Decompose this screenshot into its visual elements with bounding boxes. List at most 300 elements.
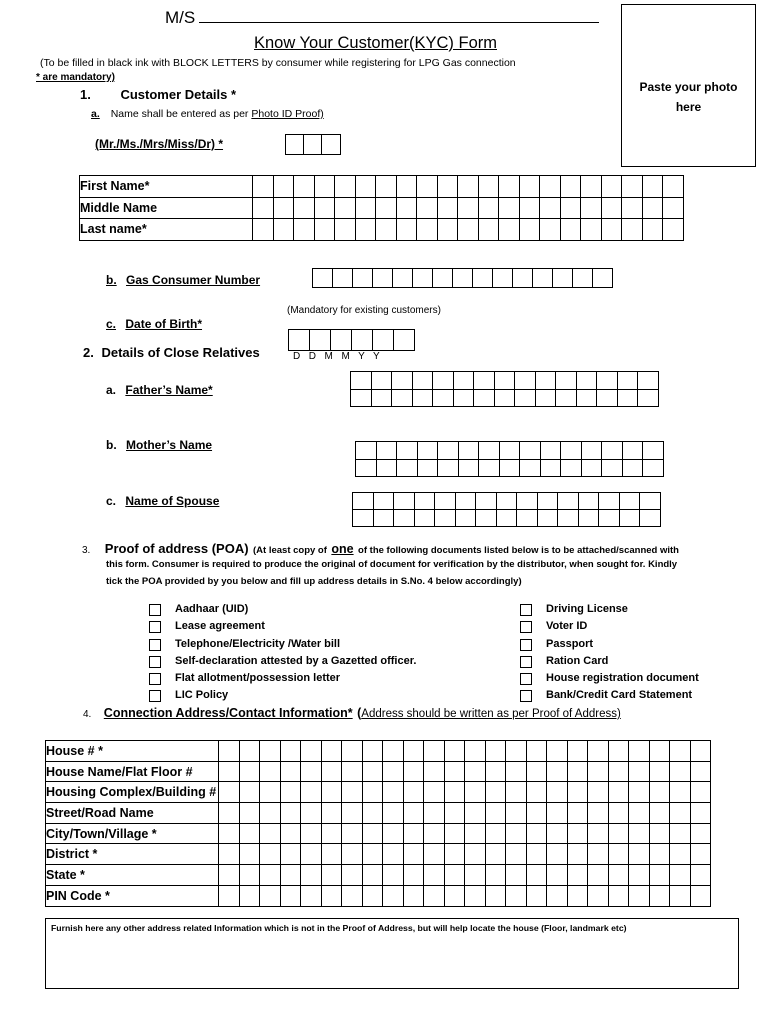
address-char-cell[interactable] xyxy=(588,803,609,824)
gas-number-cell[interactable] xyxy=(533,269,553,288)
address-char-cell[interactable] xyxy=(239,761,260,782)
poa-checkbox[interactable] xyxy=(149,673,161,685)
address-char-cell[interactable] xyxy=(321,782,342,803)
address-char-cell[interactable] xyxy=(321,761,342,782)
mother-name-cell[interactable] xyxy=(540,459,561,477)
mother-name-cell[interactable] xyxy=(622,442,643,460)
mother-name-cell[interactable] xyxy=(417,459,438,477)
address-char-cell[interactable] xyxy=(567,865,588,886)
name-char-cell[interactable] xyxy=(601,219,622,241)
father-name-cell[interactable] xyxy=(556,389,577,407)
address-char-cell[interactable] xyxy=(444,823,465,844)
name-char-cell[interactable] xyxy=(458,197,479,219)
name-char-cell[interactable] xyxy=(294,197,315,219)
name-char-cell[interactable] xyxy=(335,197,356,219)
poa-checkbox[interactable] xyxy=(149,604,161,616)
address-char-cell[interactable] xyxy=(280,782,301,803)
address-char-cell[interactable] xyxy=(485,865,506,886)
address-char-cell[interactable] xyxy=(280,761,301,782)
address-char-cell[interactable] xyxy=(444,803,465,824)
address-char-cell[interactable] xyxy=(362,741,383,762)
address-char-cell[interactable] xyxy=(260,741,281,762)
father-name-cell[interactable] xyxy=(515,389,536,407)
name-char-cell[interactable] xyxy=(335,219,356,241)
address-char-cell[interactable] xyxy=(567,844,588,865)
name-char-cell[interactable] xyxy=(294,176,315,198)
name-char-cell[interactable] xyxy=(314,219,335,241)
address-char-cell[interactable] xyxy=(485,761,506,782)
mother-name-cell[interactable] xyxy=(438,459,459,477)
salutation-cell[interactable] xyxy=(286,135,304,155)
address-char-cell[interactable] xyxy=(424,844,445,865)
spouse-name-cell[interactable] xyxy=(414,510,435,527)
address-char-cell[interactable] xyxy=(321,823,342,844)
address-char-cell[interactable] xyxy=(670,803,691,824)
address-char-cell[interactable] xyxy=(280,741,301,762)
address-char-cell[interactable] xyxy=(342,761,363,782)
father-name-cell[interactable] xyxy=(371,372,392,390)
address-char-cell[interactable] xyxy=(403,741,424,762)
name-char-cell[interactable] xyxy=(642,219,663,241)
address-char-cell[interactable] xyxy=(547,865,568,886)
gas-number-cell[interactable] xyxy=(573,269,593,288)
address-char-cell[interactable] xyxy=(260,885,281,906)
address-char-cell[interactable] xyxy=(383,844,404,865)
name-char-cell[interactable] xyxy=(581,219,602,241)
address-char-cell[interactable] xyxy=(629,782,650,803)
address-char-cell[interactable] xyxy=(649,823,670,844)
address-char-cell[interactable] xyxy=(321,741,342,762)
address-char-cell[interactable] xyxy=(608,741,629,762)
address-char-cell[interactable] xyxy=(547,885,568,906)
address-char-cell[interactable] xyxy=(547,761,568,782)
father-name-cell[interactable] xyxy=(453,389,474,407)
mother-name-cell[interactable] xyxy=(417,442,438,460)
spouse-name-cell[interactable] xyxy=(619,510,640,527)
address-char-cell[interactable] xyxy=(526,823,547,844)
gas-number-cell[interactable] xyxy=(453,269,473,288)
address-char-cell[interactable] xyxy=(567,823,588,844)
address-char-cell[interactable] xyxy=(403,865,424,886)
address-char-cell[interactable] xyxy=(219,782,240,803)
name-char-cell[interactable] xyxy=(376,176,397,198)
father-name-cell[interactable] xyxy=(638,372,659,390)
father-name-cell[interactable] xyxy=(494,372,515,390)
address-char-cell[interactable] xyxy=(588,885,609,906)
address-char-cell[interactable] xyxy=(260,865,281,886)
poa-checkbox[interactable] xyxy=(520,604,532,616)
address-char-cell[interactable] xyxy=(424,761,445,782)
address-char-cell[interactable] xyxy=(383,885,404,906)
name-char-cell[interactable] xyxy=(355,197,376,219)
mother-name-cell[interactable] xyxy=(458,442,479,460)
name-char-cell[interactable] xyxy=(622,176,643,198)
dob-cell[interactable] xyxy=(310,330,331,351)
name-char-cell[interactable] xyxy=(581,197,602,219)
spouse-name-cell[interactable] xyxy=(455,510,476,527)
mother-name-cell[interactable] xyxy=(622,459,643,477)
father-name-cell[interactable] xyxy=(412,389,433,407)
address-char-cell[interactable] xyxy=(424,782,445,803)
address-char-cell[interactable] xyxy=(649,761,670,782)
address-char-cell[interactable] xyxy=(424,741,445,762)
spouse-name-cell[interactable] xyxy=(476,510,497,527)
name-char-cell[interactable] xyxy=(478,219,499,241)
father-name-cell[interactable] xyxy=(351,372,372,390)
name-char-cell[interactable] xyxy=(458,176,479,198)
address-char-cell[interactable] xyxy=(301,782,322,803)
address-char-cell[interactable] xyxy=(567,803,588,824)
address-char-cell[interactable] xyxy=(629,803,650,824)
address-char-cell[interactable] xyxy=(547,782,568,803)
spouse-name-cell[interactable] xyxy=(517,510,538,527)
address-char-cell[interactable] xyxy=(424,823,445,844)
address-char-cell[interactable] xyxy=(301,865,322,886)
address-char-cell[interactable] xyxy=(588,823,609,844)
father-name-cell[interactable] xyxy=(617,389,638,407)
salutation-cell[interactable] xyxy=(322,135,341,155)
name-char-cell[interactable] xyxy=(499,176,520,198)
name-char-cell[interactable] xyxy=(458,219,479,241)
spouse-name-cell[interactable] xyxy=(599,510,620,527)
address-char-cell[interactable] xyxy=(485,782,506,803)
address-char-cell[interactable] xyxy=(280,865,301,886)
poa-checkbox[interactable] xyxy=(520,621,532,633)
address-char-cell[interactable] xyxy=(342,844,363,865)
address-char-cell[interactable] xyxy=(239,844,260,865)
address-char-cell[interactable] xyxy=(342,782,363,803)
spouse-name-cell[interactable] xyxy=(517,493,538,510)
father-name-cell[interactable] xyxy=(638,389,659,407)
address-char-cell[interactable] xyxy=(690,741,711,762)
address-char-cell[interactable] xyxy=(649,803,670,824)
gas-number-cell[interactable] xyxy=(513,269,533,288)
address-char-cell[interactable] xyxy=(629,741,650,762)
mother-name-cell[interactable] xyxy=(356,459,377,477)
name-char-cell[interactable] xyxy=(396,197,417,219)
address-char-cell[interactable] xyxy=(465,741,486,762)
address-char-cell[interactable] xyxy=(301,761,322,782)
father-name-cell[interactable] xyxy=(597,389,618,407)
name-char-cell[interactable] xyxy=(355,219,376,241)
father-name-cell[interactable] xyxy=(535,389,556,407)
address-char-cell[interactable] xyxy=(219,803,240,824)
address-char-cell[interactable] xyxy=(608,885,629,906)
address-char-cell[interactable] xyxy=(690,844,711,865)
address-char-cell[interactable] xyxy=(444,741,465,762)
spouse-name-cell[interactable] xyxy=(435,493,456,510)
father-name-cell[interactable] xyxy=(392,389,413,407)
name-char-cell[interactable] xyxy=(314,176,335,198)
spouse-name-cell[interactable] xyxy=(578,510,599,527)
address-char-cell[interactable] xyxy=(670,823,691,844)
name-char-cell[interactable] xyxy=(560,219,581,241)
name-char-cell[interactable] xyxy=(663,219,684,241)
furnish-box[interactable] xyxy=(45,918,739,989)
spouse-name-cell[interactable] xyxy=(373,510,394,527)
mother-name-cell[interactable] xyxy=(376,459,397,477)
address-char-cell[interactable] xyxy=(465,761,486,782)
mother-name-cell[interactable] xyxy=(602,442,623,460)
name-char-cell[interactable] xyxy=(642,197,663,219)
address-char-cell[interactable] xyxy=(526,761,547,782)
address-char-cell[interactable] xyxy=(219,885,240,906)
mother-name-cell[interactable] xyxy=(520,442,541,460)
father-name-cell[interactable] xyxy=(535,372,556,390)
spouse-name-cell[interactable] xyxy=(496,493,517,510)
address-char-cell[interactable] xyxy=(362,823,383,844)
father-name-cell[interactable] xyxy=(576,372,597,390)
name-char-cell[interactable] xyxy=(478,197,499,219)
address-char-cell[interactable] xyxy=(301,823,322,844)
address-char-cell[interactable] xyxy=(444,761,465,782)
name-char-cell[interactable] xyxy=(437,219,458,241)
spouse-name-cell[interactable] xyxy=(537,493,558,510)
address-char-cell[interactable] xyxy=(362,803,383,824)
address-char-cell[interactable] xyxy=(567,761,588,782)
address-char-cell[interactable] xyxy=(465,803,486,824)
address-char-cell[interactable] xyxy=(219,741,240,762)
spouse-name-cell[interactable] xyxy=(619,493,640,510)
gas-number-cell[interactable] xyxy=(333,269,353,288)
address-char-cell[interactable] xyxy=(567,741,588,762)
mother-name-cell[interactable] xyxy=(581,459,602,477)
address-char-cell[interactable] xyxy=(690,803,711,824)
address-char-cell[interactable] xyxy=(506,741,527,762)
address-char-cell[interactable] xyxy=(403,885,424,906)
name-char-cell[interactable] xyxy=(335,176,356,198)
name-char-cell[interactable] xyxy=(376,219,397,241)
name-char-cell[interactable] xyxy=(273,219,294,241)
name-char-cell[interactable] xyxy=(376,197,397,219)
address-char-cell[interactable] xyxy=(342,823,363,844)
gas-number-cell[interactable] xyxy=(353,269,373,288)
address-char-cell[interactable] xyxy=(547,844,568,865)
address-char-cell[interactable] xyxy=(465,844,486,865)
address-char-cell[interactable] xyxy=(444,782,465,803)
mother-name-cell[interactable] xyxy=(561,442,582,460)
name-char-cell[interactable] xyxy=(519,176,540,198)
address-char-cell[interactable] xyxy=(239,803,260,824)
address-char-cell[interactable] xyxy=(526,885,547,906)
name-char-cell[interactable] xyxy=(560,176,581,198)
address-char-cell[interactable] xyxy=(362,761,383,782)
address-char-cell[interactable] xyxy=(485,803,506,824)
address-char-cell[interactable] xyxy=(424,885,445,906)
mother-name-cell[interactable] xyxy=(356,442,377,460)
name-char-cell[interactable] xyxy=(273,197,294,219)
address-char-cell[interactable] xyxy=(506,885,527,906)
address-char-cell[interactable] xyxy=(629,865,650,886)
address-char-cell[interactable] xyxy=(219,823,240,844)
address-char-cell[interactable] xyxy=(342,803,363,824)
address-char-cell[interactable] xyxy=(239,865,260,886)
address-char-cell[interactable] xyxy=(465,885,486,906)
address-char-cell[interactable] xyxy=(506,803,527,824)
father-name-cell[interactable] xyxy=(515,372,536,390)
spouse-name-cell[interactable] xyxy=(640,510,661,527)
name-char-cell[interactable] xyxy=(499,219,520,241)
name-char-cell[interactable] xyxy=(417,176,438,198)
address-char-cell[interactable] xyxy=(239,885,260,906)
spouse-name-cell[interactable] xyxy=(476,493,497,510)
address-char-cell[interactable] xyxy=(670,782,691,803)
address-char-cell[interactable] xyxy=(219,761,240,782)
name-char-cell[interactable] xyxy=(314,197,335,219)
address-char-cell[interactable] xyxy=(670,844,691,865)
address-char-cell[interactable] xyxy=(649,741,670,762)
address-char-cell[interactable] xyxy=(383,741,404,762)
address-char-cell[interactable] xyxy=(321,865,342,886)
address-char-cell[interactable] xyxy=(301,844,322,865)
address-char-cell[interactable] xyxy=(260,803,281,824)
mother-name-cell[interactable] xyxy=(643,442,664,460)
name-char-cell[interactable] xyxy=(519,219,540,241)
mother-name-cell[interactable] xyxy=(499,459,520,477)
address-char-cell[interactable] xyxy=(321,844,342,865)
mother-name-cell[interactable] xyxy=(602,459,623,477)
address-char-cell[interactable] xyxy=(690,865,711,886)
name-char-cell[interactable] xyxy=(601,197,622,219)
poa-checkbox[interactable] xyxy=(149,621,161,633)
spouse-name-cell[interactable] xyxy=(373,493,394,510)
address-char-cell[interactable] xyxy=(362,782,383,803)
address-char-cell[interactable] xyxy=(649,865,670,886)
photo-box[interactable] xyxy=(621,4,756,167)
address-char-cell[interactable] xyxy=(465,782,486,803)
mother-name-cell[interactable] xyxy=(376,442,397,460)
poa-checkbox[interactable] xyxy=(149,639,161,651)
address-char-cell[interactable] xyxy=(444,885,465,906)
address-char-cell[interactable] xyxy=(362,865,383,886)
address-char-cell[interactable] xyxy=(526,844,547,865)
address-char-cell[interactable] xyxy=(321,885,342,906)
father-name-cell[interactable] xyxy=(433,389,454,407)
address-char-cell[interactable] xyxy=(629,885,650,906)
address-char-cell[interactable] xyxy=(526,782,547,803)
address-char-cell[interactable] xyxy=(608,803,629,824)
spouse-name-cell[interactable] xyxy=(394,493,415,510)
address-char-cell[interactable] xyxy=(649,885,670,906)
name-char-cell[interactable] xyxy=(642,176,663,198)
address-char-cell[interactable] xyxy=(690,761,711,782)
poa-checkbox[interactable] xyxy=(520,656,532,668)
name-char-cell[interactable] xyxy=(355,176,376,198)
dob-cell[interactable] xyxy=(373,330,394,351)
spouse-name-cell[interactable] xyxy=(496,510,517,527)
dob-cell[interactable] xyxy=(331,330,352,351)
address-char-cell[interactable] xyxy=(342,865,363,886)
address-char-cell[interactable] xyxy=(383,803,404,824)
name-char-cell[interactable] xyxy=(437,176,458,198)
address-char-cell[interactable] xyxy=(424,865,445,886)
mother-name-cell[interactable] xyxy=(561,459,582,477)
father-name-cell[interactable] xyxy=(453,372,474,390)
mother-name-cell[interactable] xyxy=(438,442,459,460)
mother-name-cell[interactable] xyxy=(458,459,479,477)
name-char-cell[interactable] xyxy=(601,176,622,198)
address-char-cell[interactable] xyxy=(506,761,527,782)
address-char-cell[interactable] xyxy=(383,865,404,886)
address-char-cell[interactable] xyxy=(547,741,568,762)
father-name-cell[interactable] xyxy=(433,372,454,390)
salutation-grid[interactable] xyxy=(285,134,341,155)
address-char-cell[interactable] xyxy=(567,885,588,906)
address-char-cell[interactable] xyxy=(321,803,342,824)
address-char-cell[interactable] xyxy=(526,865,547,886)
gas-number-cell[interactable] xyxy=(433,269,453,288)
mother-name-cell[interactable] xyxy=(520,459,541,477)
address-char-cell[interactable] xyxy=(280,803,301,824)
name-char-cell[interactable] xyxy=(417,197,438,219)
name-char-cell[interactable] xyxy=(622,219,643,241)
address-char-cell[interactable] xyxy=(649,782,670,803)
address-char-cell[interactable] xyxy=(424,803,445,824)
address-char-cell[interactable] xyxy=(670,885,691,906)
gas-number-cell[interactable] xyxy=(473,269,493,288)
address-char-cell[interactable] xyxy=(670,761,691,782)
father-name-cell[interactable] xyxy=(597,372,618,390)
address-char-cell[interactable] xyxy=(219,844,240,865)
spouse-name-cell[interactable] xyxy=(435,510,456,527)
address-char-cell[interactable] xyxy=(629,844,650,865)
spouse-name-cell[interactable] xyxy=(578,493,599,510)
address-char-cell[interactable] xyxy=(403,803,424,824)
salutation-cell[interactable] xyxy=(304,135,322,155)
ms-line[interactable] xyxy=(165,8,599,28)
name-char-cell[interactable] xyxy=(294,219,315,241)
mother-name-cell[interactable] xyxy=(397,442,418,460)
dob-cell[interactable] xyxy=(289,330,310,351)
address-char-cell[interactable] xyxy=(588,761,609,782)
address-char-cell[interactable] xyxy=(444,844,465,865)
address-char-cell[interactable] xyxy=(506,865,527,886)
address-char-cell[interactable] xyxy=(485,885,506,906)
address-char-cell[interactable] xyxy=(260,844,281,865)
dob-cell[interactable] xyxy=(352,330,373,351)
spouse-name-cell[interactable] xyxy=(414,493,435,510)
address-char-cell[interactable] xyxy=(649,844,670,865)
father-name-cell[interactable] xyxy=(412,372,433,390)
address-char-cell[interactable] xyxy=(670,741,691,762)
spouse-name-cell[interactable] xyxy=(455,493,476,510)
name-char-cell[interactable] xyxy=(519,197,540,219)
gas-number-cell[interactable] xyxy=(553,269,573,288)
address-char-cell[interactable] xyxy=(403,844,424,865)
gas-number-cell[interactable] xyxy=(313,269,333,288)
address-char-cell[interactable] xyxy=(280,844,301,865)
address-char-cell[interactable] xyxy=(342,741,363,762)
name-char-cell[interactable] xyxy=(417,219,438,241)
mother-name-cell[interactable] xyxy=(479,459,500,477)
name-char-cell[interactable] xyxy=(273,176,294,198)
address-char-cell[interactable] xyxy=(301,803,322,824)
name-char-cell[interactable] xyxy=(396,219,417,241)
father-name-cell[interactable] xyxy=(474,389,495,407)
mother-name-cell[interactable] xyxy=(643,459,664,477)
address-char-cell[interactable] xyxy=(444,865,465,886)
address-char-cell[interactable] xyxy=(506,823,527,844)
address-char-cell[interactable] xyxy=(403,782,424,803)
father-name-cell[interactable] xyxy=(474,372,495,390)
name-char-cell[interactable] xyxy=(437,197,458,219)
name-char-cell[interactable] xyxy=(540,219,561,241)
spouse-name-cell[interactable] xyxy=(640,493,661,510)
address-char-cell[interactable] xyxy=(567,782,588,803)
address-char-cell[interactable] xyxy=(526,741,547,762)
address-char-cell[interactable] xyxy=(485,823,506,844)
name-char-cell[interactable] xyxy=(253,197,274,219)
